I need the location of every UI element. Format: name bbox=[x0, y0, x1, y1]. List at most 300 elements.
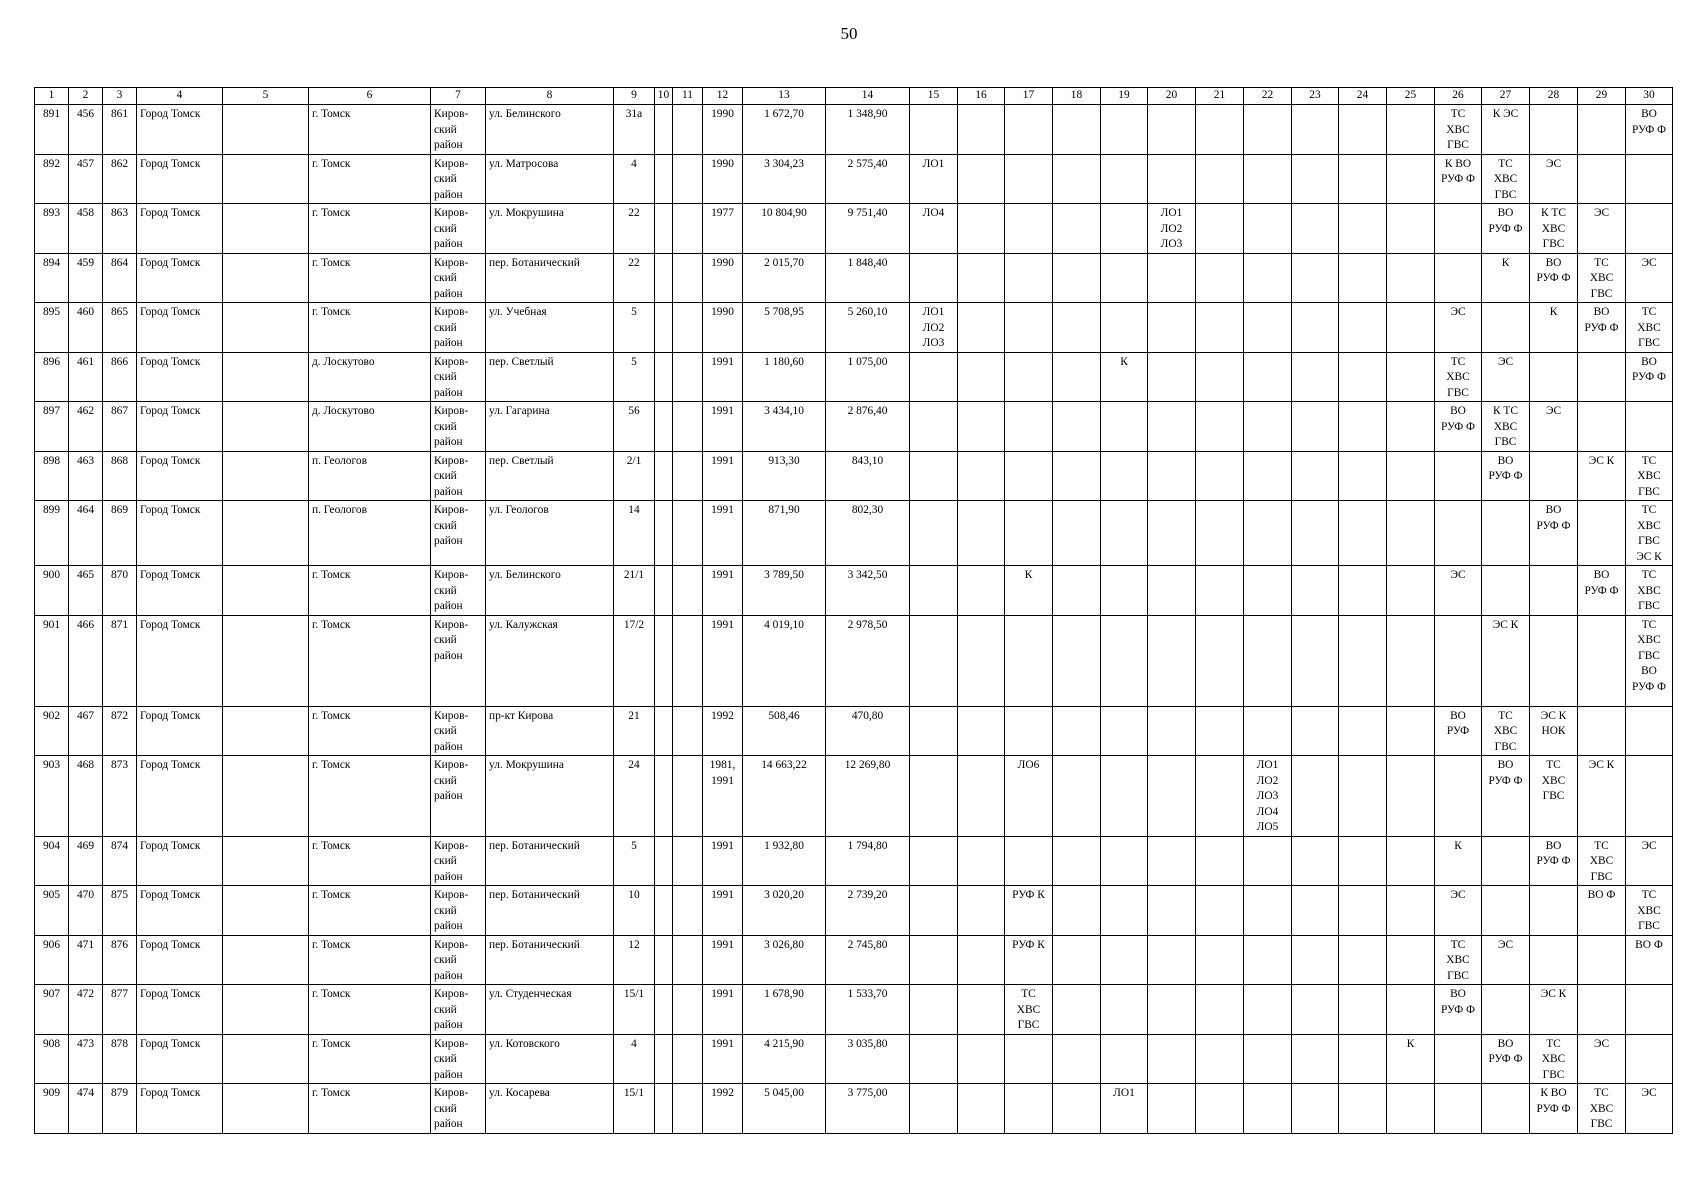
table-cell: 473 bbox=[69, 1034, 103, 1084]
column-header-18: 18 bbox=[1053, 88, 1101, 105]
table-cell bbox=[1196, 154, 1244, 204]
table-cell bbox=[1148, 303, 1196, 353]
table-cell: 1991 bbox=[703, 836, 743, 886]
table-cell: ул. Мокрушина bbox=[486, 204, 614, 254]
column-header-30: 30 bbox=[1626, 88, 1673, 105]
table-body bbox=[35, 105, 1673, 1134]
column-header-7: 7 bbox=[431, 88, 486, 105]
table-cell bbox=[1339, 935, 1387, 985]
table-cell: ЭС bbox=[1578, 1034, 1626, 1084]
table-cell: Киров- ский район bbox=[431, 154, 486, 204]
table-cell: 877 bbox=[103, 985, 137, 1035]
column-header-8: 8 bbox=[486, 88, 614, 105]
table-cell bbox=[673, 1034, 703, 1084]
table-cell: К bbox=[1435, 836, 1482, 886]
table-cell: 802,30 bbox=[826, 501, 910, 566]
table-cell bbox=[1148, 935, 1196, 985]
table-cell bbox=[1244, 154, 1292, 204]
table-cell: г. Томск bbox=[309, 1084, 431, 1134]
table-cell bbox=[1292, 1084, 1339, 1134]
column-header-12: 12 bbox=[703, 88, 743, 105]
table-cell: ЭС bbox=[1626, 253, 1673, 303]
table-cell bbox=[673, 352, 703, 402]
table-cell bbox=[1339, 615, 1387, 706]
table-cell: К bbox=[1005, 566, 1053, 616]
table-cell: 471 bbox=[69, 935, 103, 985]
table-cell bbox=[223, 615, 309, 706]
table-cell bbox=[1148, 756, 1196, 837]
table-cell bbox=[1196, 615, 1244, 706]
table-cell: Киров- ский район bbox=[431, 105, 486, 155]
table-cell bbox=[1005, 501, 1053, 566]
table-cell bbox=[223, 402, 309, 452]
table-cell: 1991 bbox=[703, 566, 743, 616]
table-cell: 862 bbox=[103, 154, 137, 204]
table-cell: 15/1 bbox=[614, 1084, 655, 1134]
table-cell: ТС ХВС ГВС bbox=[1626, 886, 1673, 936]
table-cell: ул. Матросова bbox=[486, 154, 614, 204]
table-row bbox=[35, 253, 1673, 303]
table-cell: ВО РУФ Ф bbox=[1626, 105, 1673, 155]
table-cell bbox=[655, 1084, 673, 1134]
table-cell bbox=[958, 756, 1005, 837]
table-cell bbox=[1101, 756, 1148, 837]
table-cell: 5 260,10 bbox=[826, 303, 910, 353]
table-cell bbox=[1196, 985, 1244, 1035]
table-cell: К bbox=[1482, 253, 1530, 303]
table-cell: 1 794,80 bbox=[826, 836, 910, 886]
table-cell: пер. Светлый bbox=[486, 451, 614, 501]
table-cell bbox=[1053, 756, 1101, 837]
register-table bbox=[34, 87, 1673, 1134]
table-cell: 12 269,80 bbox=[826, 756, 910, 837]
table-cell: г. Томск bbox=[309, 886, 431, 936]
table-cell: 458 bbox=[69, 204, 103, 254]
table-cell: ВО РУФ Ф bbox=[1482, 1034, 1530, 1084]
table-cell bbox=[1196, 501, 1244, 566]
table-cell: 21 bbox=[614, 706, 655, 756]
table-cell: 1990 bbox=[703, 253, 743, 303]
table-cell bbox=[1053, 1034, 1101, 1084]
table-cell bbox=[223, 105, 309, 155]
table-cell bbox=[1053, 985, 1101, 1035]
table-cell bbox=[1148, 566, 1196, 616]
table-cell: ЭС bbox=[1578, 204, 1626, 254]
table-cell bbox=[1196, 105, 1244, 155]
table-cell bbox=[1292, 303, 1339, 353]
table-cell bbox=[1053, 1084, 1101, 1134]
table-cell: ул. Учебная bbox=[486, 303, 614, 353]
table-cell bbox=[223, 1034, 309, 1084]
table-cell bbox=[1244, 501, 1292, 566]
table-cell bbox=[910, 1034, 958, 1084]
table-cell: ТС ХВС ГВС bbox=[1435, 935, 1482, 985]
table-cell bbox=[958, 303, 1005, 353]
table-cell: Киров- ский район bbox=[431, 566, 486, 616]
table-cell bbox=[1339, 1084, 1387, 1134]
table-cell: 904 bbox=[35, 836, 69, 886]
table-cell: 879 bbox=[103, 1084, 137, 1134]
table-cell bbox=[1053, 501, 1101, 566]
column-header-5: 5 bbox=[223, 88, 309, 105]
table-cell bbox=[1053, 303, 1101, 353]
table-cell bbox=[1244, 352, 1292, 402]
table-cell: ЭС bbox=[1530, 154, 1578, 204]
table-cell: 1977 bbox=[703, 204, 743, 254]
column-header-24: 24 bbox=[1339, 88, 1387, 105]
table-cell bbox=[223, 706, 309, 756]
table-cell: 902 bbox=[35, 706, 69, 756]
table-cell bbox=[1244, 303, 1292, 353]
table-cell: 901 bbox=[35, 615, 69, 706]
table-cell: ЛО1 ЛО2 ЛО3 bbox=[1148, 204, 1196, 254]
table-row bbox=[35, 154, 1673, 204]
table-cell bbox=[1387, 836, 1435, 886]
table-cell: 1991 bbox=[703, 886, 743, 936]
table-cell: 892 bbox=[35, 154, 69, 204]
table-cell bbox=[1148, 886, 1196, 936]
column-header-16: 16 bbox=[958, 88, 1005, 105]
column-header-28: 28 bbox=[1530, 88, 1578, 105]
table-cell bbox=[1339, 566, 1387, 616]
table-cell bbox=[1053, 204, 1101, 254]
table-cell bbox=[1196, 1034, 1244, 1084]
table-cell: ЛО4 bbox=[910, 204, 958, 254]
table-cell bbox=[655, 566, 673, 616]
table-cell: 10 804,90 bbox=[743, 204, 826, 254]
column-header-3: 3 bbox=[103, 88, 137, 105]
table-cell bbox=[1053, 352, 1101, 402]
table-row bbox=[35, 566, 1673, 616]
table-cell bbox=[1435, 253, 1482, 303]
table-cell: 21/1 bbox=[614, 566, 655, 616]
table-header-row bbox=[35, 88, 1673, 105]
table-cell bbox=[1005, 352, 1053, 402]
table-cell: Город Томск bbox=[137, 886, 223, 936]
table-cell: 870 bbox=[103, 566, 137, 616]
table-cell bbox=[1292, 402, 1339, 452]
table-cell: ЭС bbox=[1435, 566, 1482, 616]
table-cell bbox=[1339, 886, 1387, 936]
table-cell bbox=[1196, 253, 1244, 303]
table-cell: 461 bbox=[69, 352, 103, 402]
table-cell bbox=[1387, 706, 1435, 756]
table-cell: Город Томск bbox=[137, 935, 223, 985]
table-cell: Город Томск bbox=[137, 566, 223, 616]
table-cell: 869 bbox=[103, 501, 137, 566]
table-cell bbox=[1005, 154, 1053, 204]
table-cell bbox=[673, 706, 703, 756]
table-cell bbox=[655, 154, 673, 204]
table-cell bbox=[1053, 566, 1101, 616]
table-cell: ул. Котовского bbox=[486, 1034, 614, 1084]
table-cell bbox=[655, 501, 673, 566]
table-row bbox=[35, 935, 1673, 985]
table-cell: К ВО РУФ Ф bbox=[1530, 1084, 1578, 1134]
table-cell bbox=[223, 154, 309, 204]
table-cell bbox=[673, 886, 703, 936]
column-header-26: 26 bbox=[1435, 88, 1482, 105]
table-cell bbox=[1196, 204, 1244, 254]
table-cell bbox=[1626, 706, 1673, 756]
table-cell bbox=[1053, 706, 1101, 756]
table-cell bbox=[223, 303, 309, 353]
table-cell: Киров- ский район bbox=[431, 1034, 486, 1084]
table-cell: г. Томск bbox=[309, 303, 431, 353]
table-cell: пер. Ботанический bbox=[486, 253, 614, 303]
table-cell: ЭС bbox=[1482, 352, 1530, 402]
table-cell: 9 751,40 bbox=[826, 204, 910, 254]
table-cell: ТС ХВС ГВС bbox=[1482, 154, 1530, 204]
table-cell bbox=[1578, 105, 1626, 155]
table-cell: 56 bbox=[614, 402, 655, 452]
table-cell: РУФ К bbox=[1005, 886, 1053, 936]
table-cell bbox=[910, 615, 958, 706]
table-cell: п. Геологов bbox=[309, 501, 431, 566]
table-cell: Город Томск bbox=[137, 154, 223, 204]
table-cell: 4 019,10 bbox=[743, 615, 826, 706]
table-cell: 865 bbox=[103, 303, 137, 353]
table-cell: К ТС ХВС ГВС bbox=[1530, 204, 1578, 254]
table-cell: 22 bbox=[614, 204, 655, 254]
table-cell: 3 775,00 bbox=[826, 1084, 910, 1134]
table-cell: 465 bbox=[69, 566, 103, 616]
table-cell: ТС ХВС ГВС bbox=[1530, 756, 1578, 837]
table-cell: ТС ХВС ГВС bbox=[1578, 1084, 1626, 1134]
table-cell: 469 bbox=[69, 836, 103, 886]
table-cell: 468 bbox=[69, 756, 103, 837]
table-cell: К ЭС bbox=[1482, 105, 1530, 155]
table-cell: ВО РУФ Ф bbox=[1578, 303, 1626, 353]
table-cell bbox=[910, 756, 958, 837]
table-cell bbox=[1292, 1034, 1339, 1084]
table-row bbox=[35, 105, 1673, 155]
table-cell bbox=[673, 836, 703, 886]
table-cell: 897 bbox=[35, 402, 69, 452]
table-cell bbox=[1578, 935, 1626, 985]
table-cell bbox=[1482, 836, 1530, 886]
table-cell: 4 bbox=[614, 1034, 655, 1084]
table-cell bbox=[1339, 501, 1387, 566]
table-cell: Город Томск bbox=[137, 402, 223, 452]
table-cell: ул. Косарева bbox=[486, 1084, 614, 1134]
table-cell bbox=[1244, 935, 1292, 985]
table-cell bbox=[1530, 566, 1578, 616]
table-cell bbox=[910, 501, 958, 566]
column-header-21: 21 bbox=[1196, 88, 1244, 105]
table-cell bbox=[673, 105, 703, 155]
column-header-27: 27 bbox=[1482, 88, 1530, 105]
table-cell: 1981, 1991 bbox=[703, 756, 743, 837]
table-cell bbox=[1244, 615, 1292, 706]
table-cell: Город Томск bbox=[137, 706, 223, 756]
table-cell bbox=[1053, 836, 1101, 886]
table-cell bbox=[1005, 1084, 1053, 1134]
table-cell: 5 bbox=[614, 303, 655, 353]
table-cell: 14 bbox=[614, 501, 655, 566]
table-cell: 460 bbox=[69, 303, 103, 353]
table-cell: 903 bbox=[35, 756, 69, 837]
table-cell: 457 bbox=[69, 154, 103, 204]
table-row bbox=[35, 615, 1673, 706]
table-cell: ЭС К bbox=[1578, 756, 1626, 837]
table-cell: г. Томск bbox=[309, 105, 431, 155]
table-cell bbox=[1148, 501, 1196, 566]
table-cell bbox=[1339, 253, 1387, 303]
table-cell bbox=[1196, 756, 1244, 837]
table-cell bbox=[1292, 352, 1339, 402]
table-cell bbox=[1148, 1084, 1196, 1134]
table-cell: ЛО1 ЛО2 ЛО3 bbox=[910, 303, 958, 353]
table-cell bbox=[1435, 615, 1482, 706]
table-cell: 24 bbox=[614, 756, 655, 837]
table-cell bbox=[1387, 615, 1435, 706]
table-cell: Город Томск bbox=[137, 303, 223, 353]
table-cell bbox=[1005, 836, 1053, 886]
table-cell: К ВО РУФ Ф bbox=[1435, 154, 1482, 204]
table-cell: ЭС bbox=[1626, 1084, 1673, 1134]
table-cell bbox=[1530, 886, 1578, 936]
table-cell: ЛО1 bbox=[1101, 1084, 1148, 1134]
table-cell bbox=[1435, 451, 1482, 501]
table-cell: Город Томск bbox=[137, 105, 223, 155]
table-cell bbox=[1292, 204, 1339, 254]
table-cell bbox=[655, 985, 673, 1035]
table-cell bbox=[1196, 566, 1244, 616]
table-cell: 3 020,20 bbox=[743, 886, 826, 936]
table-cell: 2 978,50 bbox=[826, 615, 910, 706]
table-cell bbox=[1244, 451, 1292, 501]
table-cell bbox=[1387, 204, 1435, 254]
table-cell: 900 bbox=[35, 566, 69, 616]
table-cell: пер. Ботанический bbox=[486, 886, 614, 936]
table-row bbox=[35, 501, 1673, 566]
table-cell: 5 045,00 bbox=[743, 1084, 826, 1134]
table-cell bbox=[1148, 105, 1196, 155]
page-number: 50 bbox=[840, 24, 858, 43]
table-cell bbox=[1196, 451, 1244, 501]
table-cell bbox=[958, 706, 1005, 756]
table-cell: 1991 bbox=[703, 402, 743, 452]
table-cell: г. Томск bbox=[309, 706, 431, 756]
table-cell bbox=[910, 706, 958, 756]
table-cell: ВО РУФ Ф bbox=[1482, 204, 1530, 254]
table-cell bbox=[655, 204, 673, 254]
table-cell bbox=[1292, 154, 1339, 204]
table-cell: 2/1 bbox=[614, 451, 655, 501]
table-cell: ЭС bbox=[1626, 836, 1673, 886]
table-cell: 5 bbox=[614, 352, 655, 402]
table-cell bbox=[1148, 615, 1196, 706]
table-cell: 1 672,70 bbox=[743, 105, 826, 155]
column-header-17: 17 bbox=[1005, 88, 1053, 105]
table-cell: 1992 bbox=[703, 1084, 743, 1134]
table-cell bbox=[1005, 204, 1053, 254]
table-cell: ВО РУФ Ф bbox=[1626, 352, 1673, 402]
table-cell: 868 bbox=[103, 451, 137, 501]
table-cell bbox=[1339, 154, 1387, 204]
table-cell: ВО РУФ Ф bbox=[1578, 566, 1626, 616]
table-cell: 2 745,80 bbox=[826, 935, 910, 985]
table-cell bbox=[1387, 154, 1435, 204]
table-cell bbox=[1387, 566, 1435, 616]
table-cell bbox=[1578, 402, 1626, 452]
table-cell: ЛО1 ЛО2 ЛО3 ЛО4 ЛО5 bbox=[1244, 756, 1292, 837]
table-cell bbox=[958, 105, 1005, 155]
column-header-15: 15 bbox=[910, 88, 958, 105]
table-cell: ВО РУФ Ф bbox=[1530, 253, 1578, 303]
table-row bbox=[35, 756, 1673, 837]
table-cell bbox=[1244, 253, 1292, 303]
table-cell: К ТС ХВС ГВС bbox=[1482, 402, 1530, 452]
table-cell bbox=[1244, 402, 1292, 452]
table-cell: К bbox=[1530, 303, 1578, 353]
table-cell: 31а bbox=[614, 105, 655, 155]
table-cell bbox=[1101, 706, 1148, 756]
table-cell: 1992 bbox=[703, 706, 743, 756]
table-cell bbox=[1101, 204, 1148, 254]
table-cell bbox=[910, 402, 958, 452]
table-cell bbox=[673, 501, 703, 566]
table-cell: 4 bbox=[614, 154, 655, 204]
table-cell bbox=[223, 935, 309, 985]
table-cell: 1991 bbox=[703, 985, 743, 1035]
table-cell: ЭС К bbox=[1482, 615, 1530, 706]
table-cell bbox=[1339, 1034, 1387, 1084]
table-cell bbox=[1435, 756, 1482, 837]
table-cell: ТС ХВС ГВС bbox=[1626, 566, 1673, 616]
table-cell bbox=[958, 204, 1005, 254]
table-cell: ул. Мокрушина bbox=[486, 756, 614, 837]
table-cell bbox=[1101, 935, 1148, 985]
table-cell: ЭС К bbox=[1530, 985, 1578, 1035]
table-cell bbox=[910, 352, 958, 402]
table-cell: 867 bbox=[103, 402, 137, 452]
table-cell bbox=[1005, 303, 1053, 353]
table-cell: 3 026,80 bbox=[743, 935, 826, 985]
table-cell bbox=[655, 615, 673, 706]
table-row bbox=[35, 451, 1673, 501]
table-cell bbox=[673, 451, 703, 501]
table-cell bbox=[1101, 303, 1148, 353]
table-cell bbox=[1244, 1084, 1292, 1134]
table-cell: 891 bbox=[35, 105, 69, 155]
table-cell bbox=[1292, 756, 1339, 837]
table-cell: пр-кт Кирова bbox=[486, 706, 614, 756]
table-cell: ТС ХВС ГВС bbox=[1626, 303, 1673, 353]
table-cell: Киров- ский район bbox=[431, 352, 486, 402]
table-cell bbox=[1339, 204, 1387, 254]
table-cell bbox=[1053, 402, 1101, 452]
column-header-10: 10 bbox=[655, 88, 673, 105]
table-cell: Город Томск bbox=[137, 1034, 223, 1084]
table-cell bbox=[958, 886, 1005, 936]
table-cell: 456 bbox=[69, 105, 103, 155]
table-cell: ул. Белинского bbox=[486, 105, 614, 155]
table-cell: 873 bbox=[103, 756, 137, 837]
column-header-13: 13 bbox=[743, 88, 826, 105]
table-cell bbox=[655, 836, 673, 886]
table-cell: ВО РУФ Ф bbox=[1435, 402, 1482, 452]
table-cell: ул. Гагарина bbox=[486, 402, 614, 452]
table-cell: Киров- ский район bbox=[431, 615, 486, 706]
table-cell bbox=[1005, 706, 1053, 756]
table-cell: 1991 bbox=[703, 352, 743, 402]
table-cell: 4 215,90 bbox=[743, 1034, 826, 1084]
table-cell bbox=[1053, 154, 1101, 204]
table-cell: ЛО1 bbox=[910, 154, 958, 204]
table-cell: 1 180,60 bbox=[743, 352, 826, 402]
